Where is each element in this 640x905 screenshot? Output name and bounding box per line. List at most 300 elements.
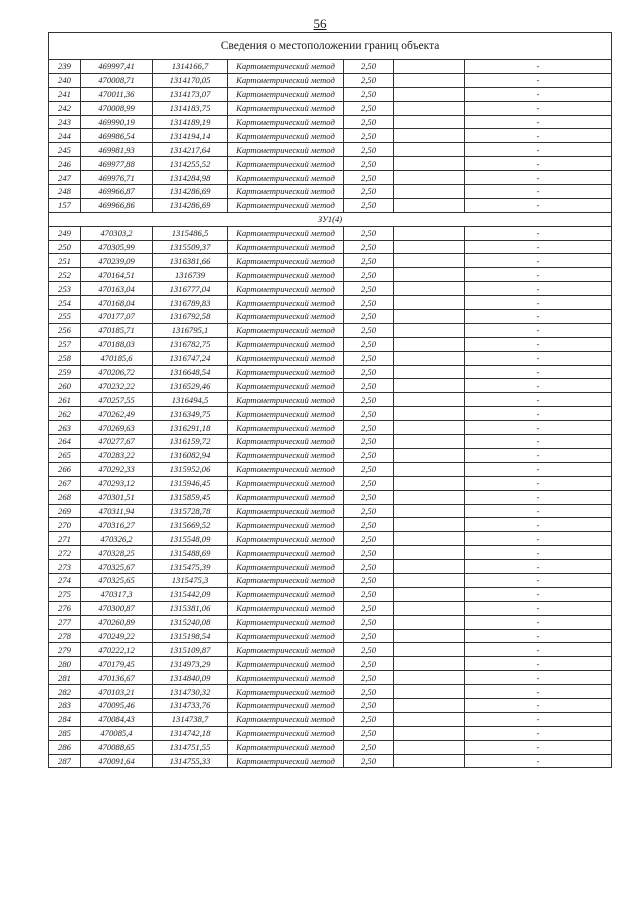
method-cell: Картометрический метод — [228, 157, 344, 171]
empty-cell — [394, 726, 465, 740]
table-row — [49, 448, 612, 462]
empty-cell — [394, 254, 465, 268]
y-coordinate-cell: 1314255,52 — [153, 157, 228, 171]
description-cell: - — [465, 726, 612, 740]
method-cell: Картометрический метод — [228, 476, 344, 490]
method-cell: Картометрический метод — [228, 129, 344, 143]
description-cell: - — [465, 421, 612, 435]
x-coordinate-cell: 470262,49 — [81, 407, 153, 421]
method-cell: Картометрический метод — [228, 740, 344, 754]
empty-cell — [394, 601, 465, 615]
accuracy-cell: 2,50 — [344, 726, 394, 740]
description-cell: - — [465, 407, 612, 421]
accuracy-cell: 2,50 — [344, 296, 394, 310]
accuracy-cell: 2,50 — [344, 157, 394, 171]
y-coordinate-cell: 1315946,45 — [153, 476, 228, 490]
point-number-cell: 273 — [49, 560, 81, 574]
x-coordinate-cell: 470316,27 — [81, 518, 153, 532]
table-row — [49, 657, 612, 671]
empty-cell — [394, 240, 465, 254]
x-coordinate-cell: 470008,71 — [81, 73, 153, 87]
x-coordinate-cell: 470188,03 — [81, 337, 153, 351]
table-row — [49, 518, 612, 532]
point-number-cell: 258 — [49, 351, 81, 365]
table-row — [49, 115, 612, 129]
point-number-cell: 271 — [49, 532, 81, 546]
description-cell: - — [465, 698, 612, 712]
description-cell: - — [465, 615, 612, 629]
empty-cell — [394, 226, 465, 240]
point-number-cell: 256 — [49, 323, 81, 337]
method-cell: Картометрический метод — [228, 448, 344, 462]
description-cell: - — [465, 518, 612, 532]
empty-cell — [394, 310, 465, 324]
point-number-cell: 254 — [49, 296, 81, 310]
empty-cell — [394, 421, 465, 435]
method-cell: Картометрический метод — [228, 490, 344, 504]
empty-cell — [394, 615, 465, 629]
table-row — [49, 421, 612, 435]
table-row — [49, 310, 612, 324]
method-cell: Картометрический метод — [228, 198, 344, 212]
accuracy-cell: 2,50 — [344, 601, 394, 615]
table-row — [49, 726, 612, 740]
table-row — [49, 198, 612, 212]
empty-cell — [394, 268, 465, 282]
method-cell: Картометрический метод — [228, 754, 344, 768]
y-coordinate-cell: 1314286,69 — [153, 198, 228, 212]
y-coordinate-cell: 1315669,52 — [153, 518, 228, 532]
table-row — [49, 754, 612, 768]
accuracy-cell: 2,50 — [344, 87, 394, 101]
description-cell: - — [465, 532, 612, 546]
accuracy-cell: 2,50 — [344, 573, 394, 587]
table-row — [49, 73, 612, 87]
method-cell: Картометрический метод — [228, 337, 344, 351]
accuracy-cell: 2,50 — [344, 310, 394, 324]
point-number-cell: 250 — [49, 240, 81, 254]
empty-cell — [394, 282, 465, 296]
accuracy-cell: 2,50 — [344, 546, 394, 560]
y-coordinate-cell: 1316795,1 — [153, 323, 228, 337]
table-row — [49, 171, 612, 185]
empty-cell — [394, 671, 465, 685]
y-coordinate-cell: 1314194,14 — [153, 129, 228, 143]
point-number-cell: 246 — [49, 157, 81, 171]
accuracy-cell: 2,50 — [344, 421, 394, 435]
table-row — [49, 226, 612, 240]
point-number-cell: 274 — [49, 573, 81, 587]
table-row — [49, 323, 612, 337]
table-row — [49, 698, 612, 712]
point-number-cell: 264 — [49, 435, 81, 449]
table-row — [49, 254, 612, 268]
table-row — [49, 504, 612, 518]
accuracy-cell: 2,50 — [344, 518, 394, 532]
point-number-cell: 286 — [49, 740, 81, 754]
y-coordinate-cell: 1315442,09 — [153, 587, 228, 601]
table-row — [49, 643, 612, 657]
method-cell: Картометрический метод — [228, 560, 344, 574]
x-coordinate-cell: 470301,51 — [81, 490, 153, 504]
method-cell: Картометрический метод — [228, 643, 344, 657]
table-row — [49, 185, 612, 199]
point-number-cell: 255 — [49, 310, 81, 324]
empty-cell — [394, 462, 465, 476]
y-coordinate-cell: 1314173,07 — [153, 87, 228, 101]
empty-cell — [394, 698, 465, 712]
table-row — [49, 546, 612, 560]
description-cell: - — [465, 101, 612, 115]
method-cell: Картометрический метод — [228, 685, 344, 699]
x-coordinate-cell: 470177,07 — [81, 310, 153, 324]
empty-cell — [394, 157, 465, 171]
point-number-cell: 270 — [49, 518, 81, 532]
y-coordinate-cell: 1314286,69 — [153, 185, 228, 199]
description-cell: - — [465, 73, 612, 87]
method-cell: Картометрический метод — [228, 435, 344, 449]
point-number-cell: 262 — [49, 407, 81, 421]
point-number-cell: 241 — [49, 87, 81, 101]
page-number: 56 — [313, 16, 327, 31]
x-coordinate-cell: 469981,93 — [81, 143, 153, 157]
method-cell: Картометрический метод — [228, 671, 344, 685]
y-coordinate-cell: 1314284,98 — [153, 171, 228, 185]
description-cell: - — [465, 490, 612, 504]
point-number-cell: 269 — [49, 504, 81, 518]
point-number-cell: 275 — [49, 587, 81, 601]
y-coordinate-cell: 1316739 — [153, 268, 228, 282]
x-coordinate-cell: 470325,67 — [81, 560, 153, 574]
y-coordinate-cell: 1316792,58 — [153, 310, 228, 324]
description-cell: - — [465, 323, 612, 337]
empty-cell — [394, 490, 465, 504]
point-number-cell: 251 — [49, 254, 81, 268]
accuracy-cell: 2,50 — [344, 629, 394, 643]
x-coordinate-cell: 470168,04 — [81, 296, 153, 310]
table-row — [49, 573, 612, 587]
x-coordinate-cell: 470249,22 — [81, 629, 153, 643]
description-cell: - — [465, 157, 612, 171]
method-cell: Картометрический метод — [228, 143, 344, 157]
y-coordinate-cell: 1314183,75 — [153, 101, 228, 115]
point-number-cell: 281 — [49, 671, 81, 685]
x-coordinate-cell: 469977,88 — [81, 157, 153, 171]
description-cell: - — [465, 268, 612, 282]
table-row — [49, 476, 612, 490]
accuracy-cell: 2,50 — [344, 60, 394, 74]
point-number-cell: 242 — [49, 101, 81, 115]
description-cell: - — [465, 601, 612, 615]
description-cell: - — [465, 282, 612, 296]
table-row — [49, 671, 612, 685]
table-row — [49, 685, 612, 699]
method-cell: Картометрический метод — [228, 60, 344, 74]
description-cell: - — [465, 462, 612, 476]
x-coordinate-cell: 470325,65 — [81, 573, 153, 587]
y-coordinate-cell: 1316648,54 — [153, 365, 228, 379]
y-coordinate-cell: 1314170,05 — [153, 73, 228, 87]
method-cell: Картометрический метод — [228, 532, 344, 546]
x-coordinate-cell: 470164,51 — [81, 268, 153, 282]
y-coordinate-cell: 1315109,87 — [153, 643, 228, 657]
table-row — [49, 101, 612, 115]
x-coordinate-cell: 470328,25 — [81, 546, 153, 560]
x-coordinate-cell: 470257,55 — [81, 393, 153, 407]
empty-cell — [394, 143, 465, 157]
x-coordinate-cell: 470305,99 — [81, 240, 153, 254]
method-cell: Картометрический метод — [228, 462, 344, 476]
x-coordinate-cell: 470303,2 — [81, 226, 153, 240]
accuracy-cell: 2,50 — [344, 462, 394, 476]
point-number-cell: 257 — [49, 337, 81, 351]
x-coordinate-cell: 470222,12 — [81, 643, 153, 657]
accuracy-cell: 2,50 — [344, 560, 394, 574]
method-cell: Картометрический метод — [228, 185, 344, 199]
table-row — [49, 87, 612, 101]
y-coordinate-cell: 1314742,18 — [153, 726, 228, 740]
point-number-cell: 261 — [49, 393, 81, 407]
description-cell: - — [465, 226, 612, 240]
table-row — [49, 379, 612, 393]
accuracy-cell: 2,50 — [344, 73, 394, 87]
x-coordinate-cell: 470179,45 — [81, 657, 153, 671]
table-row — [49, 129, 612, 143]
description-cell: - — [465, 87, 612, 101]
method-cell: Картометрический метод — [228, 101, 344, 115]
point-number-cell: 282 — [49, 685, 81, 699]
empty-cell — [394, 560, 465, 574]
point-number-cell: 243 — [49, 115, 81, 129]
method-cell: Картометрический метод — [228, 226, 344, 240]
x-coordinate-cell: 470084,43 — [81, 712, 153, 726]
description-cell: - — [465, 629, 612, 643]
empty-cell — [394, 101, 465, 115]
table-row — [49, 587, 612, 601]
accuracy-cell: 2,50 — [344, 101, 394, 115]
description-cell: - — [465, 254, 612, 268]
y-coordinate-cell: 1316349,75 — [153, 407, 228, 421]
x-coordinate-cell: 469997,41 — [81, 60, 153, 74]
accuracy-cell: 2,50 — [344, 740, 394, 754]
y-coordinate-cell: 1315198,54 — [153, 629, 228, 643]
y-coordinate-cell: 1315728,78 — [153, 504, 228, 518]
description-cell: - — [465, 740, 612, 754]
table-row — [49, 435, 612, 449]
x-coordinate-cell: 470317,3 — [81, 587, 153, 601]
y-coordinate-cell: 1315381,06 — [153, 601, 228, 615]
x-coordinate-cell: 470260,89 — [81, 615, 153, 629]
y-coordinate-cell: 1314751,55 — [153, 740, 228, 754]
description-cell: - — [465, 351, 612, 365]
empty-cell — [394, 337, 465, 351]
y-coordinate-cell: 1316291,18 — [153, 421, 228, 435]
empty-cell — [394, 435, 465, 449]
method-cell: Картометрический метод — [228, 629, 344, 643]
description-cell: - — [465, 337, 612, 351]
accuracy-cell: 2,50 — [344, 198, 394, 212]
y-coordinate-cell: 1315859,45 — [153, 490, 228, 504]
accuracy-cell: 2,50 — [344, 490, 394, 504]
y-coordinate-cell: 1316494,5 — [153, 393, 228, 407]
table-row — [49, 60, 612, 74]
y-coordinate-cell: 1315548,09 — [153, 532, 228, 546]
x-coordinate-cell: 470283,22 — [81, 448, 153, 462]
x-coordinate-cell: 470269,63 — [81, 421, 153, 435]
point-number-cell: 272 — [49, 546, 81, 560]
x-coordinate-cell: 470103,21 — [81, 685, 153, 699]
y-coordinate-cell: 1316777,04 — [153, 282, 228, 296]
table-row — [49, 240, 612, 254]
method-cell: Картометрический метод — [228, 73, 344, 87]
description-cell: - — [465, 198, 612, 212]
point-number-cell: 265 — [49, 448, 81, 462]
section-row — [49, 212, 612, 226]
x-coordinate-cell: 469976,71 — [81, 171, 153, 185]
method-cell: Картометрический метод — [228, 504, 344, 518]
empty-cell — [394, 296, 465, 310]
x-coordinate-cell: 470095,46 — [81, 698, 153, 712]
x-coordinate-cell: 470185,71 — [81, 323, 153, 337]
accuracy-cell: 2,50 — [344, 435, 394, 449]
accuracy-cell: 2,50 — [344, 712, 394, 726]
table-row — [49, 393, 612, 407]
y-coordinate-cell: 1316381,66 — [153, 254, 228, 268]
y-coordinate-cell: 1315488,69 — [153, 546, 228, 560]
method-cell: Картометрический метод — [228, 240, 344, 254]
y-coordinate-cell: 1315475,3 — [153, 573, 228, 587]
point-number-cell: 248 — [49, 185, 81, 199]
method-cell: Картометрический метод — [228, 268, 344, 282]
table-row — [49, 560, 612, 574]
method-cell: Картометрический метод — [228, 712, 344, 726]
empty-cell — [394, 587, 465, 601]
empty-cell — [394, 504, 465, 518]
empty-cell — [394, 87, 465, 101]
y-coordinate-cell: 1316789,83 — [153, 296, 228, 310]
boundary-coordinates-table — [48, 32, 612, 768]
empty-cell — [394, 476, 465, 490]
empty-cell — [394, 407, 465, 421]
x-coordinate-cell: 469966,86 — [81, 198, 153, 212]
method-cell: Картометрический метод — [228, 171, 344, 185]
description-cell: - — [465, 685, 612, 699]
description-cell: - — [465, 448, 612, 462]
method-cell: Картометрический метод — [228, 310, 344, 324]
method-cell: Картометрический метод — [228, 573, 344, 587]
point-number-cell: 252 — [49, 268, 81, 282]
point-number-cell: 249 — [49, 226, 81, 240]
y-coordinate-cell: 1315240,08 — [153, 615, 228, 629]
empty-cell — [394, 685, 465, 699]
table-row — [49, 143, 612, 157]
method-cell: Картометрический метод — [228, 657, 344, 671]
description-cell: - — [465, 712, 612, 726]
accuracy-cell: 2,50 — [344, 754, 394, 768]
description-cell: - — [465, 504, 612, 518]
x-coordinate-cell: 470185,6 — [81, 351, 153, 365]
description-cell: - — [465, 435, 612, 449]
empty-cell — [394, 351, 465, 365]
description-cell: - — [465, 365, 612, 379]
description-cell: - — [465, 115, 612, 129]
table-row — [49, 740, 612, 754]
accuracy-cell: 2,50 — [344, 171, 394, 185]
table-row — [49, 351, 612, 365]
empty-cell — [394, 629, 465, 643]
description-cell: - — [465, 560, 612, 574]
x-coordinate-cell: 470311,94 — [81, 504, 153, 518]
accuracy-cell: 2,50 — [344, 143, 394, 157]
empty-cell — [394, 448, 465, 462]
method-cell: Картометрический метод — [228, 323, 344, 337]
y-coordinate-cell: 1316747,24 — [153, 351, 228, 365]
description-cell: - — [465, 240, 612, 254]
point-number-cell: 259 — [49, 365, 81, 379]
y-coordinate-cell: 1315475,39 — [153, 560, 228, 574]
point-number-cell: 278 — [49, 629, 81, 643]
description-cell: - — [465, 587, 612, 601]
table-row — [49, 615, 612, 629]
point-number-cell: 287 — [49, 754, 81, 768]
y-coordinate-cell: 1315952,06 — [153, 462, 228, 476]
method-cell: Картометрический метод — [228, 393, 344, 407]
accuracy-cell: 2,50 — [344, 448, 394, 462]
method-cell: Картометрический метод — [228, 726, 344, 740]
y-coordinate-cell: 1316529,46 — [153, 379, 228, 393]
y-coordinate-cell: 1315509,37 — [153, 240, 228, 254]
x-coordinate-cell: 470300,87 — [81, 601, 153, 615]
x-coordinate-cell: 469990,19 — [81, 115, 153, 129]
point-number-cell: 279 — [49, 643, 81, 657]
point-number-cell: 284 — [49, 712, 81, 726]
description-cell: - — [465, 185, 612, 199]
accuracy-cell: 2,50 — [344, 240, 394, 254]
description-cell: - — [465, 671, 612, 685]
accuracy-cell: 2,50 — [344, 351, 394, 365]
method-cell: Картометрический метод — [228, 421, 344, 435]
table-body — [49, 33, 612, 768]
table-title-row — [49, 33, 612, 60]
method-cell: Картометрический метод — [228, 282, 344, 296]
accuracy-cell: 2,50 — [344, 393, 394, 407]
x-coordinate-cell: 470136,67 — [81, 671, 153, 685]
empty-cell — [394, 323, 465, 337]
table-title: Сведения о местоположении границ объекта — [49, 33, 612, 60]
y-coordinate-cell: 1316159,72 — [153, 435, 228, 449]
empty-cell — [394, 60, 465, 74]
description-cell: - — [465, 60, 612, 74]
point-number-cell: 263 — [49, 421, 81, 435]
empty-cell — [394, 546, 465, 560]
y-coordinate-cell: 1314840,09 — [153, 671, 228, 685]
method-cell: Картометрический метод — [228, 379, 344, 393]
point-number-cell: 277 — [49, 615, 81, 629]
accuracy-cell: 2,50 — [344, 323, 394, 337]
description-cell: - — [465, 573, 612, 587]
y-coordinate-cell: 1314973,29 — [153, 657, 228, 671]
table-row — [49, 365, 612, 379]
empty-cell — [394, 365, 465, 379]
x-coordinate-cell: 470011,36 — [81, 87, 153, 101]
accuracy-cell: 2,50 — [344, 185, 394, 199]
point-number-cell: 239 — [49, 60, 81, 74]
empty-cell — [394, 532, 465, 546]
empty-cell — [394, 198, 465, 212]
method-cell: Картометрический метод — [228, 698, 344, 712]
point-number-cell: 260 — [49, 379, 81, 393]
method-cell: Картометрический метод — [228, 254, 344, 268]
